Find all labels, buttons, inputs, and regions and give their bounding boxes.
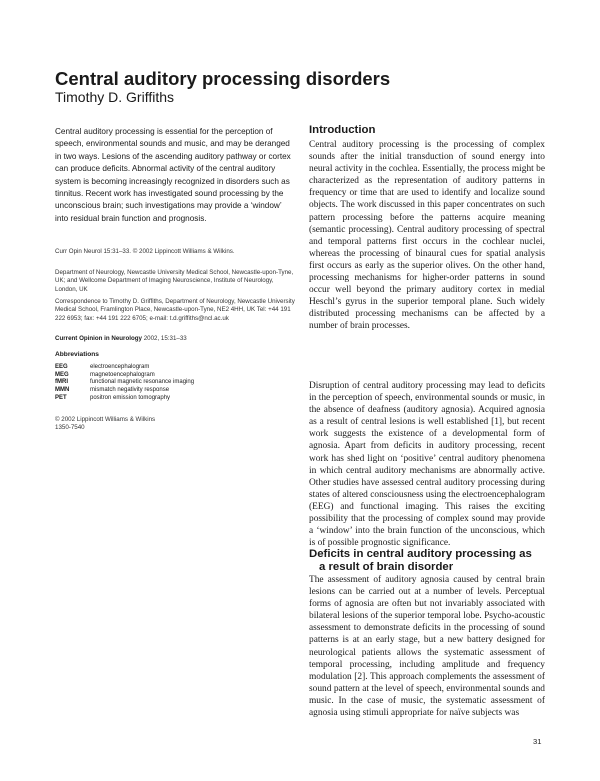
- abstract: Central auditory processing is essential for the perception of speech, environmental sounds and music, and may be deranged in two ways. Lesions of the ascending auditory pathway or cortex can produce deficits. Abnormal activity of the central auditory system is becoming increasingly recognized in disorders such as tinnitus. Recent work has investigated sound processing by the unconscious brain; such investigations may provide a ‘window’ into residual brain function and prognosis.: [55, 127, 291, 223]
- journal-issue: 2002, 15:31–33: [143, 335, 187, 342]
- abbreviation-row: [55, 372, 295, 380]
- journal-name: Current Opinion in Neurology: [55, 335, 142, 342]
- article-title: Central auditory processing disorders: [55, 68, 391, 89]
- section-heading-introduction: Introduction: [309, 124, 376, 136]
- page-number: 31: [533, 737, 542, 746]
- introduction-paragraph-1: Central auditory processing is the processing of complex sounds after the initial transduction of sound energy into neural activity in the cochlea. Essentially, the process might be characterized as the representation of auditory patterns in frequency or time that are used to identify and localize sound objects. The work discussed in this paper concentrates on such pattern processing before the patterns acquire meaning (semantic processing). Central auditory processing of spectral and temporal patterns first occurs in the cochlear nuclei, whereas the processing of binaural cues for spatial analysis first occurs as early as the superior olives. On the other hand, processing mechanisms for higher-order patterns in sound occur well beyond the primary auditory cortex in medial Heschl’s gyrus in the superior temporal plane. Such widely distributed processing mechanisms can be affected by a number of brain processes.: [309, 140, 545, 332]
- deficits-paragraph-1: The assessment of auditory agnosia caused by central brain lesions can be carried out at a number of levels. Perceptual forms of agnosia are often but not invariably associated with bilateral lesions of the superior temporal lobe. Psycho-acoustic assessment to demonstrate deficits in the processing of sound patterns is at an early stage, but a new battery designed for neurological patients allows the systematic assessment of temporal processing, including amplitude and frequency modulation [2]. This approach complements the assessment of sound pattern at the level of speech, environmental sounds and music. In the case of music, the systematic assessment of agnosia using stimuli appropriate for naïve subjects was: [309, 575, 545, 719]
- abbreviation-row: [55, 395, 295, 403]
- section-heading-deficits: [309, 548, 532, 574]
- affiliation: Department of Neurology, Newcastle University Medical School, Newcastle-upon-Tyne, UK; and Wellcome Department of Imaging Neuroscience, Institute of Neurology, London, UK: [55, 269, 294, 293]
- journal-reference: [55, 335, 295, 342]
- copyright-line: © 2002 Lippincott Williams & Wilkins: [55, 416, 156, 423]
- abbreviation-row: [55, 379, 295, 387]
- issn: 1350-7540: [55, 424, 85, 432]
- abbreviation-term: PET: [55, 394, 67, 401]
- abbreviation-term: fMRI: [55, 379, 68, 386]
- citation: Curr Opin Neurol 15:31–33. © 2002 Lippincott Williams & Wilkins.: [55, 248, 235, 255]
- abbreviation-row: [55, 387, 295, 395]
- abbreviation-definition: electroencephalogram: [90, 364, 150, 370]
- abbreviation-term: MEG: [55, 371, 69, 378]
- abbreviation-definition: positron emission tomography: [90, 394, 171, 401]
- abbreviation-definition: functional magnetic resonance imaging: [90, 379, 195, 386]
- heading-line-1: Deficits in central auditory processing as: [309, 548, 532, 560]
- abbreviation-term: MMN: [55, 387, 70, 394]
- heading-line-2: a result of brain disorder: [319, 561, 454, 573]
- introduction-paragraph-2: Disruption of central auditory processing may lead to deficits in the perception of speech, environmental sounds or music, in the absence of deafness (auditory agnosia). Acquired agnosia as a result of central lesions is well established [1], but recent work suggests the existence of a developmental form of agnosia. Apart from deficits in auditory processing, recent work has shed light on ‘positive’ central auditory phenomena in which central auditory mechanisms are abnormally active. Other studies have assessed central auditory processing during states of altered consciousness using the electroencephalogram (EEG) and functional imaging. This raises the exciting possibility that the processing of complex sound may provide a ‘window’ into the brain function of the unconscious, which is of possible prognostic significance.: [309, 381, 545, 549]
- abbreviation-definition: magnetoencephalogram: [90, 371, 155, 378]
- abbreviation-term: EEG: [55, 364, 68, 370]
- abbreviations-list: [55, 364, 295, 403]
- abbreviation-definition: mismatch negativity response: [90, 387, 170, 394]
- correspondence: Correspondence to Timothy D. Griffiths, Department of Neurology, Newcastle University Medical School, Framlington Place, Newcastle-upon-Tyne, NE2 4HH, UK Tel: +44 191 222 6953; fax: +44 191 222 6705; e-mail: t.d.griffiths@ncl.ac.uk: [55, 298, 295, 322]
- abbreviations-heading: Abbreviations: [55, 351, 99, 358]
- abbreviation-row: [55, 364, 295, 372]
- author-name: Timothy D. Griffiths: [55, 89, 175, 105]
- copyright: [55, 416, 295, 433]
